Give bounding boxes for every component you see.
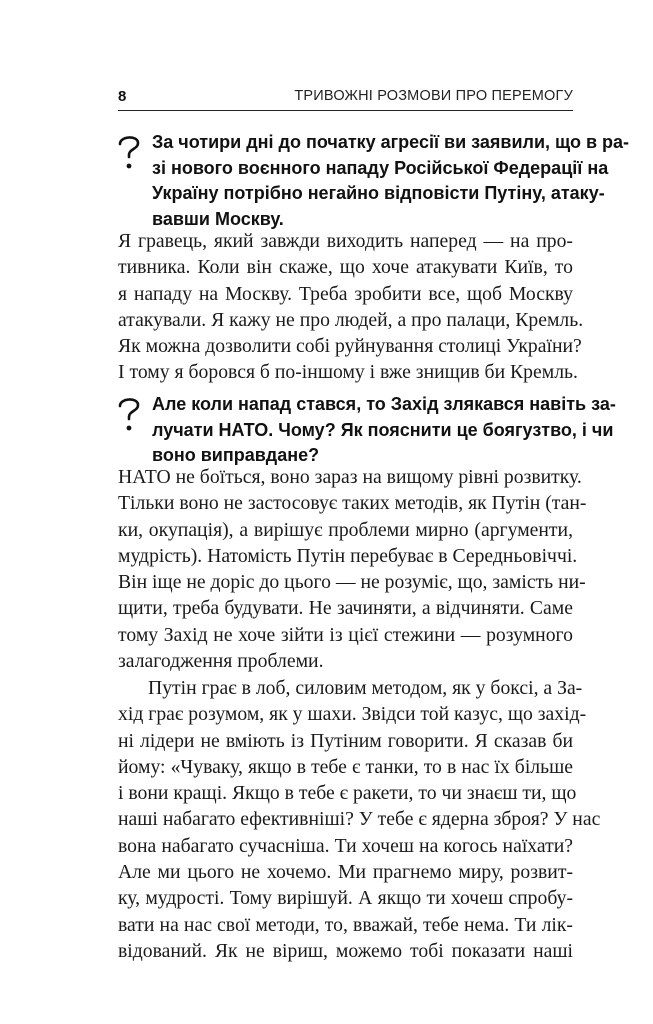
text-line: вона набагато сучасніша. Ти хочеш на когось наїхати? xyxy=(118,834,573,857)
text-line: Путін грає в лоб, силовим методом, як у боксі, а За- xyxy=(148,677,583,699)
text-line: Але ми цього не хочемо. Ми прагнемо миру, розвит- xyxy=(118,861,573,884)
text-line: За чотири дні до початку агресії ви заявили, що в ра- xyxy=(152,132,630,152)
text-line: йому: «Чуваку, якщо в тебе є танки, то в нас їх більше xyxy=(118,755,573,778)
text-line: відований. Як не віриш, можемо тобі показати наші xyxy=(118,939,573,962)
text-line: наші набагато ефективніші? У тебе є ядерна зброя? У нас xyxy=(118,808,601,831)
question-mark-icon xyxy=(116,132,142,174)
text-line: І тому я боровся б по-іншому і вже знищив би Кремль. xyxy=(118,361,578,384)
text-line: лучати НАТО. Чому? Як пояснити це боягузтво, і чи xyxy=(152,419,614,440)
question-1 xyxy=(118,130,630,232)
text-line: залагодження проблеми. xyxy=(118,650,324,673)
text-line: Як можна дозволити собі руйнування столиці України? xyxy=(118,335,582,358)
text-line: щити, треба будувати. Не зачиняти, а відчиняти. Саме xyxy=(118,597,573,620)
text-line: ки, окупація), а вирішує проблеми мирно (аргументи, xyxy=(118,518,573,541)
text-line: ні лідери не вміють із Путіним говорити. Я сказав би xyxy=(118,729,573,752)
text-line: атакували. Я кажу не про людей, а про палаци, Кремль. xyxy=(118,308,584,331)
answer-1-paragraph xyxy=(118,228,584,386)
question-mark-icon xyxy=(116,394,142,436)
page-number: 8 xyxy=(118,88,127,105)
answer-2-paragraph-1 xyxy=(118,464,587,674)
text-line: ку, мудрості. Тому вирішуй. А якщо ти хочеш спробу- xyxy=(118,887,573,910)
answer-2-paragraph-2 xyxy=(118,675,601,964)
text-line: Але коли напад стався, то Захід злякався навіть за- xyxy=(152,394,616,414)
running-title: ТРИВОЖНІ РОЗМОВИ ПРО ПЕРЕМОГУ xyxy=(294,88,573,104)
text-line: НАТО не боїться, воно зараз на вищому рівні розвитку. xyxy=(118,466,582,488)
text-line: зі нового воєнного нападу Російської Федерації на xyxy=(152,157,609,178)
text-line: воно виправдане? xyxy=(152,445,320,466)
text-line: Він іще не доріс до цього — не розуміє, що, замість ни- xyxy=(118,571,586,594)
text-line: Я гравець, який завжди виходить наперед — на про- xyxy=(118,230,573,252)
text-line: хід грає розумом, як у шахи. Звідси той казус, що захід- xyxy=(118,703,587,726)
text-line: мудрість). Натомість Путін перебуває в Середньовіччі. xyxy=(118,544,578,567)
text-line: я нападу на Москву. Треба зробити все, щоб Москву xyxy=(118,282,573,305)
text-line: тому Захід не хоче зійти із цієї стежини — розумного xyxy=(118,623,573,646)
text-line: тивника. Коли він скаже, що хоче атакувати Київ, то xyxy=(118,256,573,279)
text-line: Україну потрібно негайно відповісти Путіну, атаку- xyxy=(152,183,605,204)
text-line: вати на нас свої методи, то, вважай, тебе нема. Ти лік- xyxy=(118,913,573,936)
question-2 xyxy=(118,392,616,469)
text-line: і вони кращі. Якщо в тебе є ракети, то чи знаєш ти, що xyxy=(118,782,577,805)
text-line: вавши Москву. xyxy=(152,208,284,229)
question-text xyxy=(152,392,616,469)
running-header xyxy=(118,88,573,111)
text-line: Тільки воно не застосовує таких методів, як Путін (тан- xyxy=(118,492,587,515)
question-text xyxy=(152,130,630,232)
